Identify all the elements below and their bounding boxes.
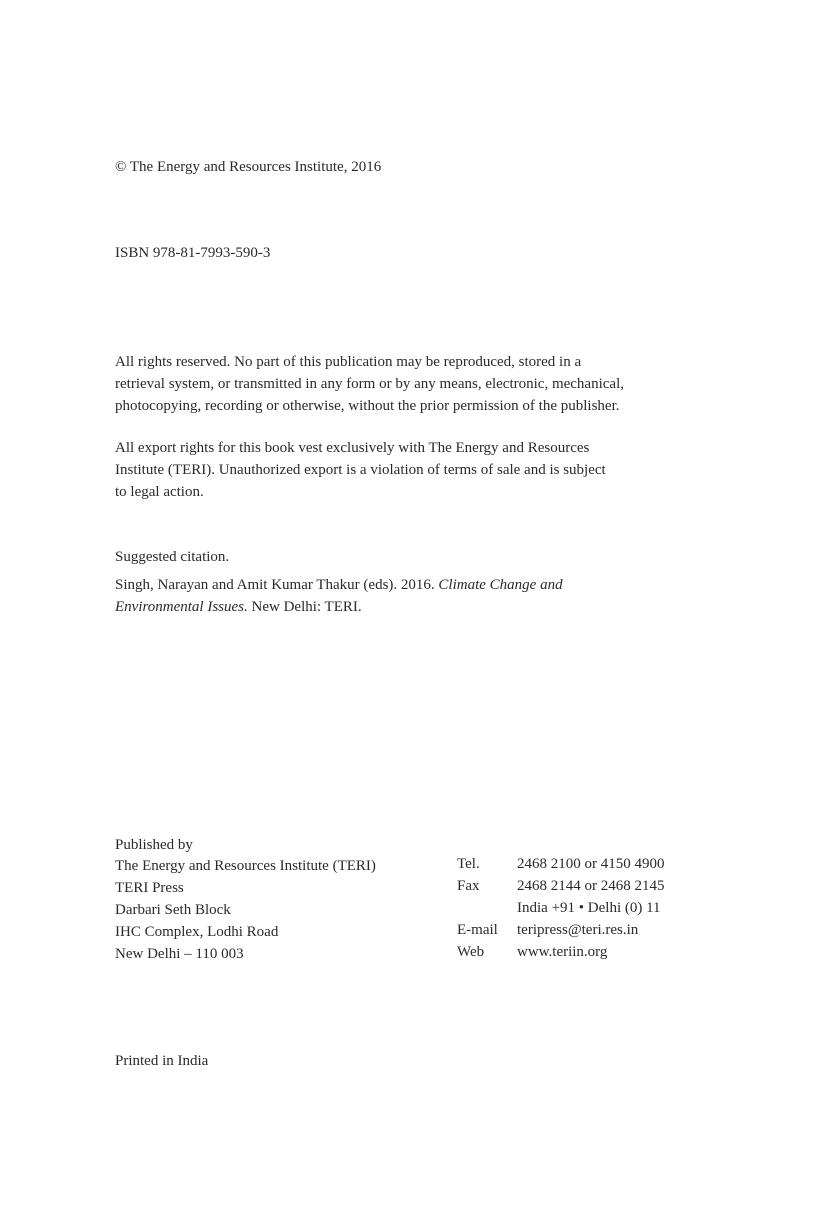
export-line: Institute (TERI). Unauthorized export is a violation of terms of sale and is subject [115,462,606,478]
copyright-notice: © The Energy and Resources Institute, 2016 [115,159,382,175]
publisher-address [115,855,376,965]
citation-title-part1: Climate Change and [438,577,563,593]
contact-value: 2468 2100 or 4150 4900 [517,856,665,872]
contact-value: India +91 • Delhi (0) 11 [517,900,661,916]
address-line: Darbari Seth Block [115,902,231,918]
citation-publisher: New Delhi: TERI. [251,599,362,615]
contact-row-fax [457,875,665,897]
contact-label: Fax [457,878,480,894]
published-by-label: Published by [115,837,193,853]
isbn: ISBN 978-81-7993-590-3 [115,245,271,261]
address-line: IHC Complex, Lodhi Road [115,924,279,940]
printed-in-india: Printed in India [115,1053,209,1069]
rights-line: photocopying, recording or otherwise, without the prior permission of the publisher. [115,398,620,414]
citation-authors: Singh, Narayan and Amit Kumar Thakur (eds). 2016. [115,577,435,593]
suggested-citation-label: Suggested citation. [115,549,230,565]
export-line: to legal action. [115,484,204,500]
contact-row-tel [457,853,665,875]
contact-label [457,897,517,919]
contact-row-email [457,919,665,941]
contact-label: E-mail [457,922,498,938]
contact-row-web [457,941,665,963]
contact-value: 2468 2144 or 2468 2145 [517,878,665,894]
export-rights-paragraph [115,437,685,503]
contact-label: Web [457,944,485,960]
citation-title-part2: Environmental Issues. [115,599,248,615]
address-line: New Delhi – 110 003 [115,946,244,962]
export-line: All export rights for this book vest exclusively with The Energy and Resources [115,440,590,456]
citation-text [115,574,675,618]
contact-label: Tel. [457,856,480,872]
address-line: The Energy and Resources Institute (TERI) [115,858,376,874]
contact-value: www.teriin.org [517,944,608,960]
rights-line: retrieval system, or transmitted in any form or by any means, electronic, mechanical, [115,376,624,392]
contact-value: teripress@teri.res.in [517,922,639,938]
rights-line: All rights reserved. No part of this publication may be reproduced, stored in a [115,354,582,370]
address-line: TERI Press [115,880,184,896]
rights-reserved-paragraph [115,351,695,417]
contact-row-country-code [457,897,665,919]
publisher-contact [457,853,665,963]
